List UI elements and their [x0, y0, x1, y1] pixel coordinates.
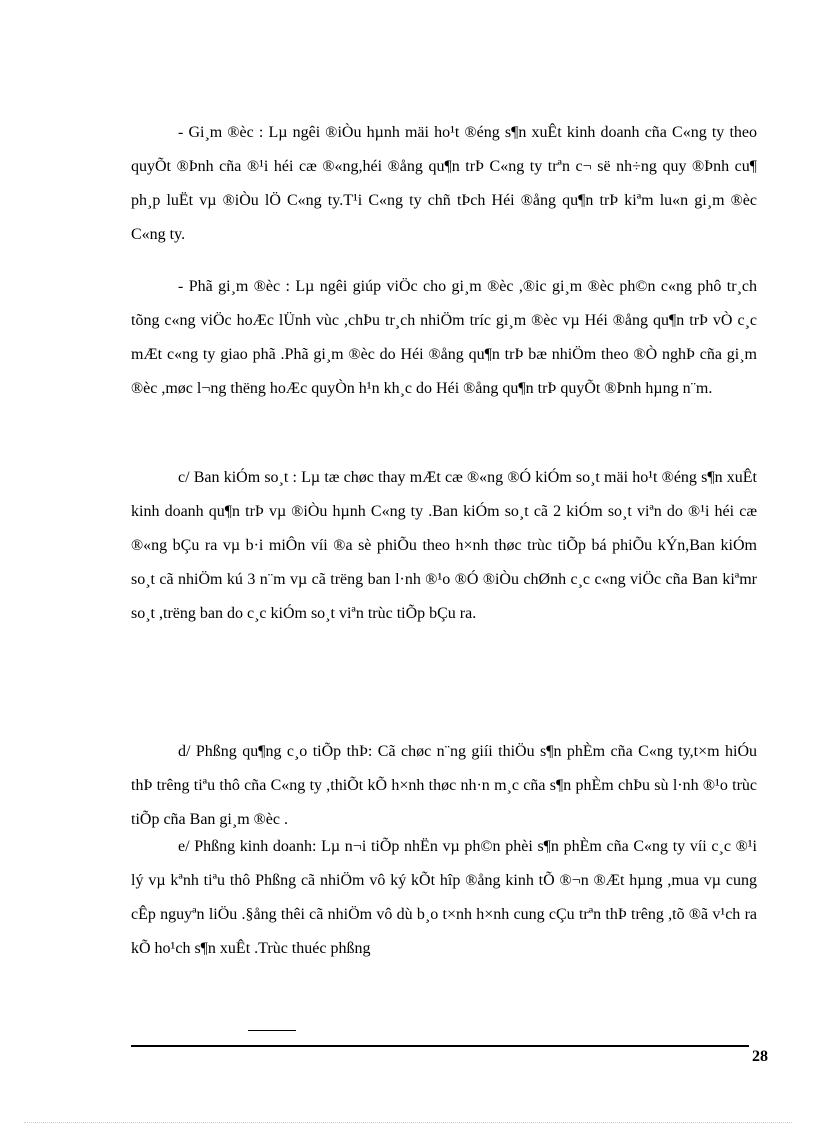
- page-number: 28: [752, 1048, 768, 1065]
- paragraph-supervisory-board: c/ Ban kiÓm so¸t : Lµ tæ chøc thay mÆt cæ ®«ng ®Ó kiÓm so¸t mäi ho¹t ®éng s¶n xuÊt kinh doanh qu¶n trÞ vµ ®iÒu hµnh C«ng ty .Ban kiÓm so¸t cã 2 kiÓm so¸t viªn do ®¹i héi cæ ®«ng bÇu ra vµ b·i miÔn víi ®a sè phiÕu theo h×nh thøc trùc tiÕp bá phiÕu kÝn,Ban kiÓm so¸t cã nhiÖm kú 3 n¨m vµ cã trëng ban l·nh ®¹o ®Ó ®iÒu chØnh c¸c c«ng viÖc cña Ban kiªmr so¸t ,trëng ban do c¸c kiÓm so¸t viªn trùc tiÕp bÇu ra.: [131, 469, 757, 622]
- footer-rule: [131, 1045, 749, 1047]
- paragraph-deputy-director: - Phã gi¸m ®èc : Lµ ngêi giúp viÖc cho gi¸m ®èc ,®ic gi¸m ®èc ph©n c«ng phô tr¸ch tõng c«ng viÖc hoÆc lÜnh vùc ,chÞu tr¸ch nhiÖm tríc gi¸m ®èc vµ Héi ®ång qu¶n trÞ vÒ c¸c mÆt c«ng ty giao phã .Phã gi¸m ®èc do Héi ®ång qu¶n trÞ bæ nhiÖm theo ®Ò nghÞ cña gi¸m ®èc ,møc l¬ng thëng hoÆc quyÒn h¹n kh¸c do Héi ®ång qu¶n trÞ quyÕt ®Þnh hµng n¨m.: [131, 278, 757, 397]
- footnote-separator: [248, 1030, 296, 1031]
- paragraph-director: - Gi¸m ®èc : Lµ ngêi ®iÒu hµnh mäi ho¹t ®éng s¶n xuÊt kinh doanh cña C«ng ty theo quyÕt ®Þnh cña ®¹i héi cæ ®«ng,héi ®ång qu¶n trÞ C«ng ty trªn c¬ së nh÷ng quy ®Þnh cu¶ ph¸p luËt vµ ®iÒu lÖ C«ng ty.T¹i C«ng ty chñ tÞch Héi ®ång qu¶n trÞ kiªm lu«n gi¸m ®èc C«ng ty.: [131, 124, 757, 243]
- paragraph-sales-department: e/ Phßng kinh doanh: Lµ n¬i tiÕp nhËn vµ ph©n phèi s¶n phÈm cña C«ng ty víi c¸c ®¹i lý vµ kªnh tiªu thô Phßng cã nhiÖm vô ký kÕt hîp ®ång kinh tÕ ®¬n ®Æt hµng ,mua vµ cung cÊp nguyªn liÖu .§ång thêi cã nhiÖm vô dù b¸o t×nh h×nh cung cÇu trªn thÞ trêng ,tõ ®ã v¹ch ra kÕ ho¹ch s¶n xuÊt .Trùc thuéc phßng: [131, 838, 757, 957]
- paragraph-marketing-department: d/ Phßng qu¶ng c¸o tiÕp thÞ: Cã chøc n¨ng giíi thiÖu s¶n phÈm cña C«ng ty,t×m hiÓu thÞ trêng tiªu thô cña C«ng ty ,thiÕt kÕ h×nh thøc nh·n m¸c cña s¶n phÈm chÞu sù l·nh ®¹o trùc tiÕp cña Ban gi¸m ®èc .: [131, 743, 757, 828]
